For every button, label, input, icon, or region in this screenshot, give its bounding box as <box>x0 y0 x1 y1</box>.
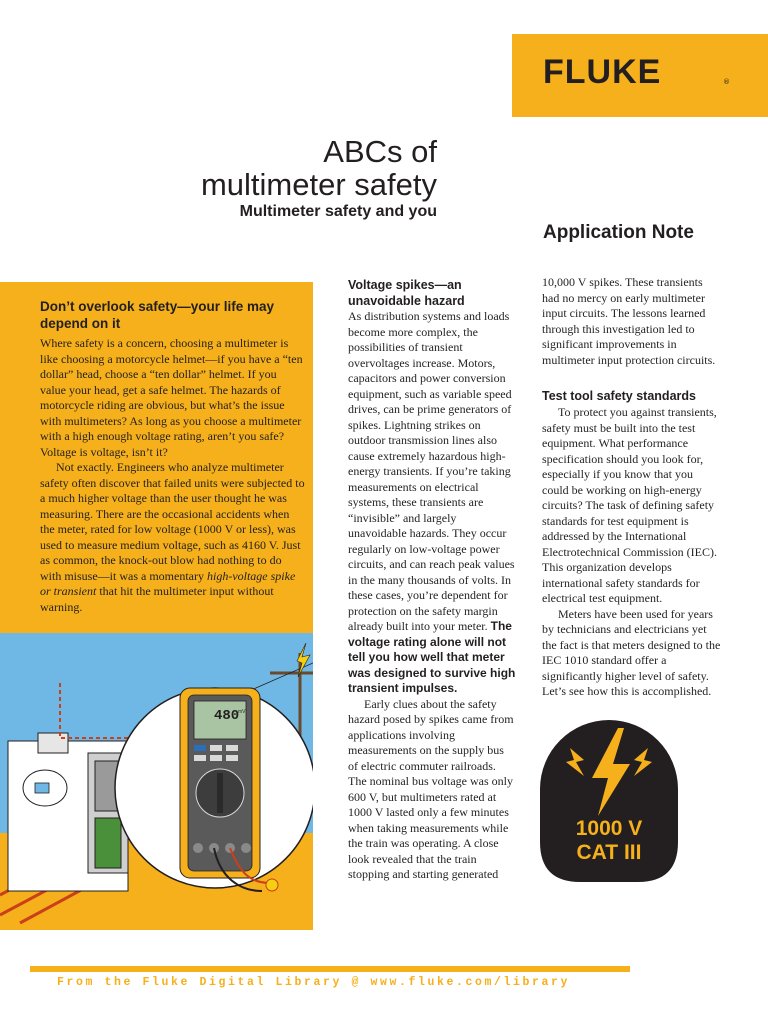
cat-iii-badge <box>540 720 678 882</box>
document-type-label: Application Note <box>543 222 694 243</box>
column-2-paragraph-1 <box>348 309 516 697</box>
column-3-paragraph-2: Meters have been used for years by technicians and electricians yet the fact is that meters designed to the IEC 1010 standard offer a significantly higher level of safety. Let’s see how this is accomplished. <box>542 606 721 698</box>
column-3-paragraph-0: 10,000 V spikes. These transients had no mercy on early multimeter input circuits. The lessons learned through this investigation led to significant improvements in multimeter input protection circuits. <box>542 275 716 367</box>
column-2-paragraph-2: Early clues about the safety hazard posed by spikes came from applications involving measurements on the supply bus of electric commuter railroads. The nominal bus voltage was only 600 V, but multimeters rated at 1000 V lasted only a few minutes when taking measurements while the train was operating. A close look revealed that the train stopping and starting generated <box>348 696 514 881</box>
sidebar-paragraph-2 <box>40 460 305 615</box>
voltage-spikes-heading: Voltage spikes—an unavoidable hazard <box>348 278 465 308</box>
column-2-bold-statement: The voltage rating alone will not tell you how well that meter was designed to survive high transient impulses. <box>348 619 516 695</box>
footer-rule <box>30 966 630 972</box>
sidebar-paragraph-2-emphasis: high-voltage spike or transient <box>40 568 296 598</box>
registered-mark: ® <box>723 78 730 86</box>
meter-reading: 480 <box>214 708 240 724</box>
fluke-logo: FLUKE <box>543 53 662 91</box>
column-3-paragraph-1: To protect you against transients, safety must be built into the test equipment. What performance specification should you look for, especially if you know that you could be working on high-energy circuits? The task of defining safety standards for test equipment is addressed by the International Electrotechnical Commission (IEC). This organization develops international safety standards for electrical test equipment. <box>542 405 717 605</box>
page-subtitle: Multimeter safety and you <box>239 203 437 220</box>
sidebar-paragraph-2-start: Not exactly. Engineers who analyze multimeter safety often discover that failed units were subjected to a much higher voltage than the user thought he was measuring. There are the occasional accidents when the meter, rated for low voltage (1000 V or less), was used to measure medium voltage, such as 4160 V. Just as common, the knock-out blow had nothing to do with misuse—it was a momentary <box>40 460 305 583</box>
sidebar-heading: Don’t overlook safety—your life may depend on it <box>40 299 275 331</box>
meter-unit: mV <box>238 709 246 715</box>
sidebar-paragraph-1: Where safety is a concern, choosing a multimeter is like choosing a motorcycle helmet—if you have a “ten dollar” head, choose a “ten dollar” helmet. If you value your head, get a safe helmet. The hazards of motorcycle riding are obvious, but what’s the issue with multimeters? As long as you choose a multimeter with a high enough voltage rating, aren’t you safe? Voltage is voltage, isn’t it? <box>40 336 303 459</box>
sidebar-body <box>40 336 305 615</box>
sidebar-paragraph-2-end: that hit the multimeter input without warning. <box>40 584 274 614</box>
page-title-line-2: multimeter safety <box>200 167 437 202</box>
column-3-body-top <box>542 275 722 368</box>
footer-library-link[interactable]: From the Fluke Digital Library @ www.fluke.com/library <box>57 976 571 989</box>
multimeter-illustration <box>0 633 313 930</box>
badge-category-label: CAT III <box>576 841 642 864</box>
badge-voltage-label: 1000 V <box>575 817 643 840</box>
column-2-paragraph-1-text: As distribution systems and loads become more complex, the possibilities of transient overvoltages increase. Motors, capacitors and power conversion equipment, such as variable speed drives, can be prime generators of spikes. Lightning strikes on outdoor transmission lines also cause extremely hazardous high-energy transients. If you’re taking measurements on electrical systems, these transients are “invisible” and largely unavoidable hazards. They occur regularly on low-voltage power circuits, and can reach peak values in the many thousands of volts. In these cases, you’re dependent for protection on the safety margin already built into your meter. <box>348 309 515 633</box>
column-3-body <box>542 405 722 700</box>
page-title-line-1: ABCs of <box>323 134 437 169</box>
column-2-body <box>348 309 516 883</box>
test-tool-safety-heading: Test tool safety standards <box>542 389 696 403</box>
